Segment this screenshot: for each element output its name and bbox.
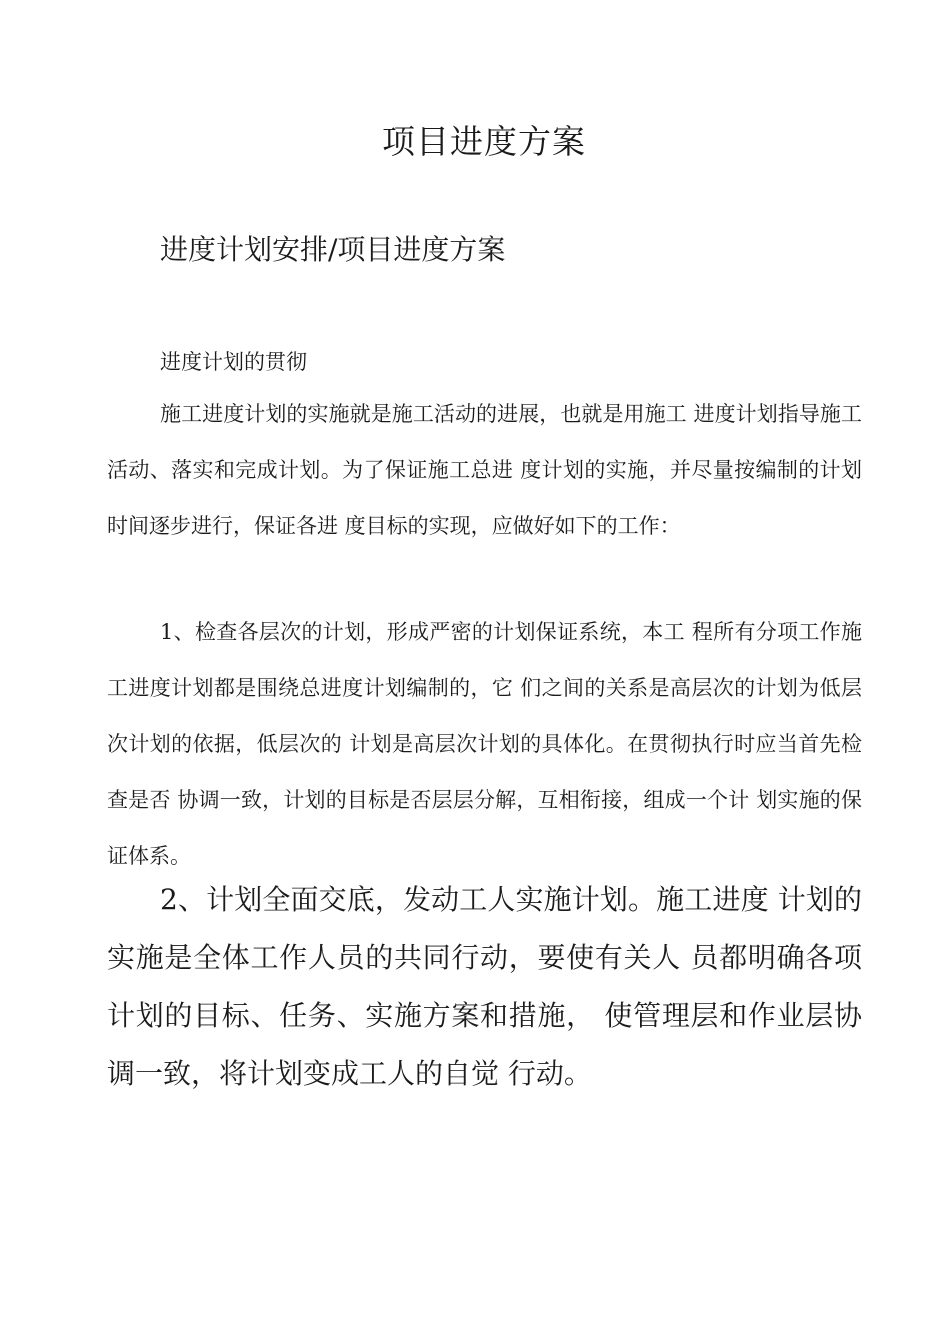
document-subtitle: 进度计划安排/项目进度方案 bbox=[160, 233, 506, 266]
section-heading: 进度计划的贯彻 bbox=[160, 350, 307, 374]
paragraph-intro: 施工进度计划的实施就是施工活动的进展，也就是用施工 进度计划指导施工活动、落实和完成计划。为了保证施工总进 度计划的实施，并尽量按编制的计划时间逐步进行，保证各进 度目标的实现，应做好如下的工作： bbox=[107, 402, 862, 538]
paragraph-item-2: 2、计划全面交底，发动工人实施计划。施工进度 计划的实施是全体工作人员的共同行动，要使有关人 员都明确各项计划的目标、任务、实施方案和措施， 使管理层和作业层协调一致，将计划变成工人的自觉 行动。 bbox=[107, 883, 862, 1090]
document-title: 项目进度方案 bbox=[382, 122, 586, 161]
paragraph-item-1: 1、检查各层次的计划，形成严密的计划保证系统，本工 程所有分项工作施工进度计划都是围绕总进度计划编制的，它 们之间的关系是高层次的计划为低层次计划的依据，低层次的 计划是高层次计划的具体化。在贯彻执行时应当首先检查是否 协调一致，计划的目标是否层层分解，互相衔接，组成一个计 划实施的保证体系。 bbox=[107, 620, 862, 868]
